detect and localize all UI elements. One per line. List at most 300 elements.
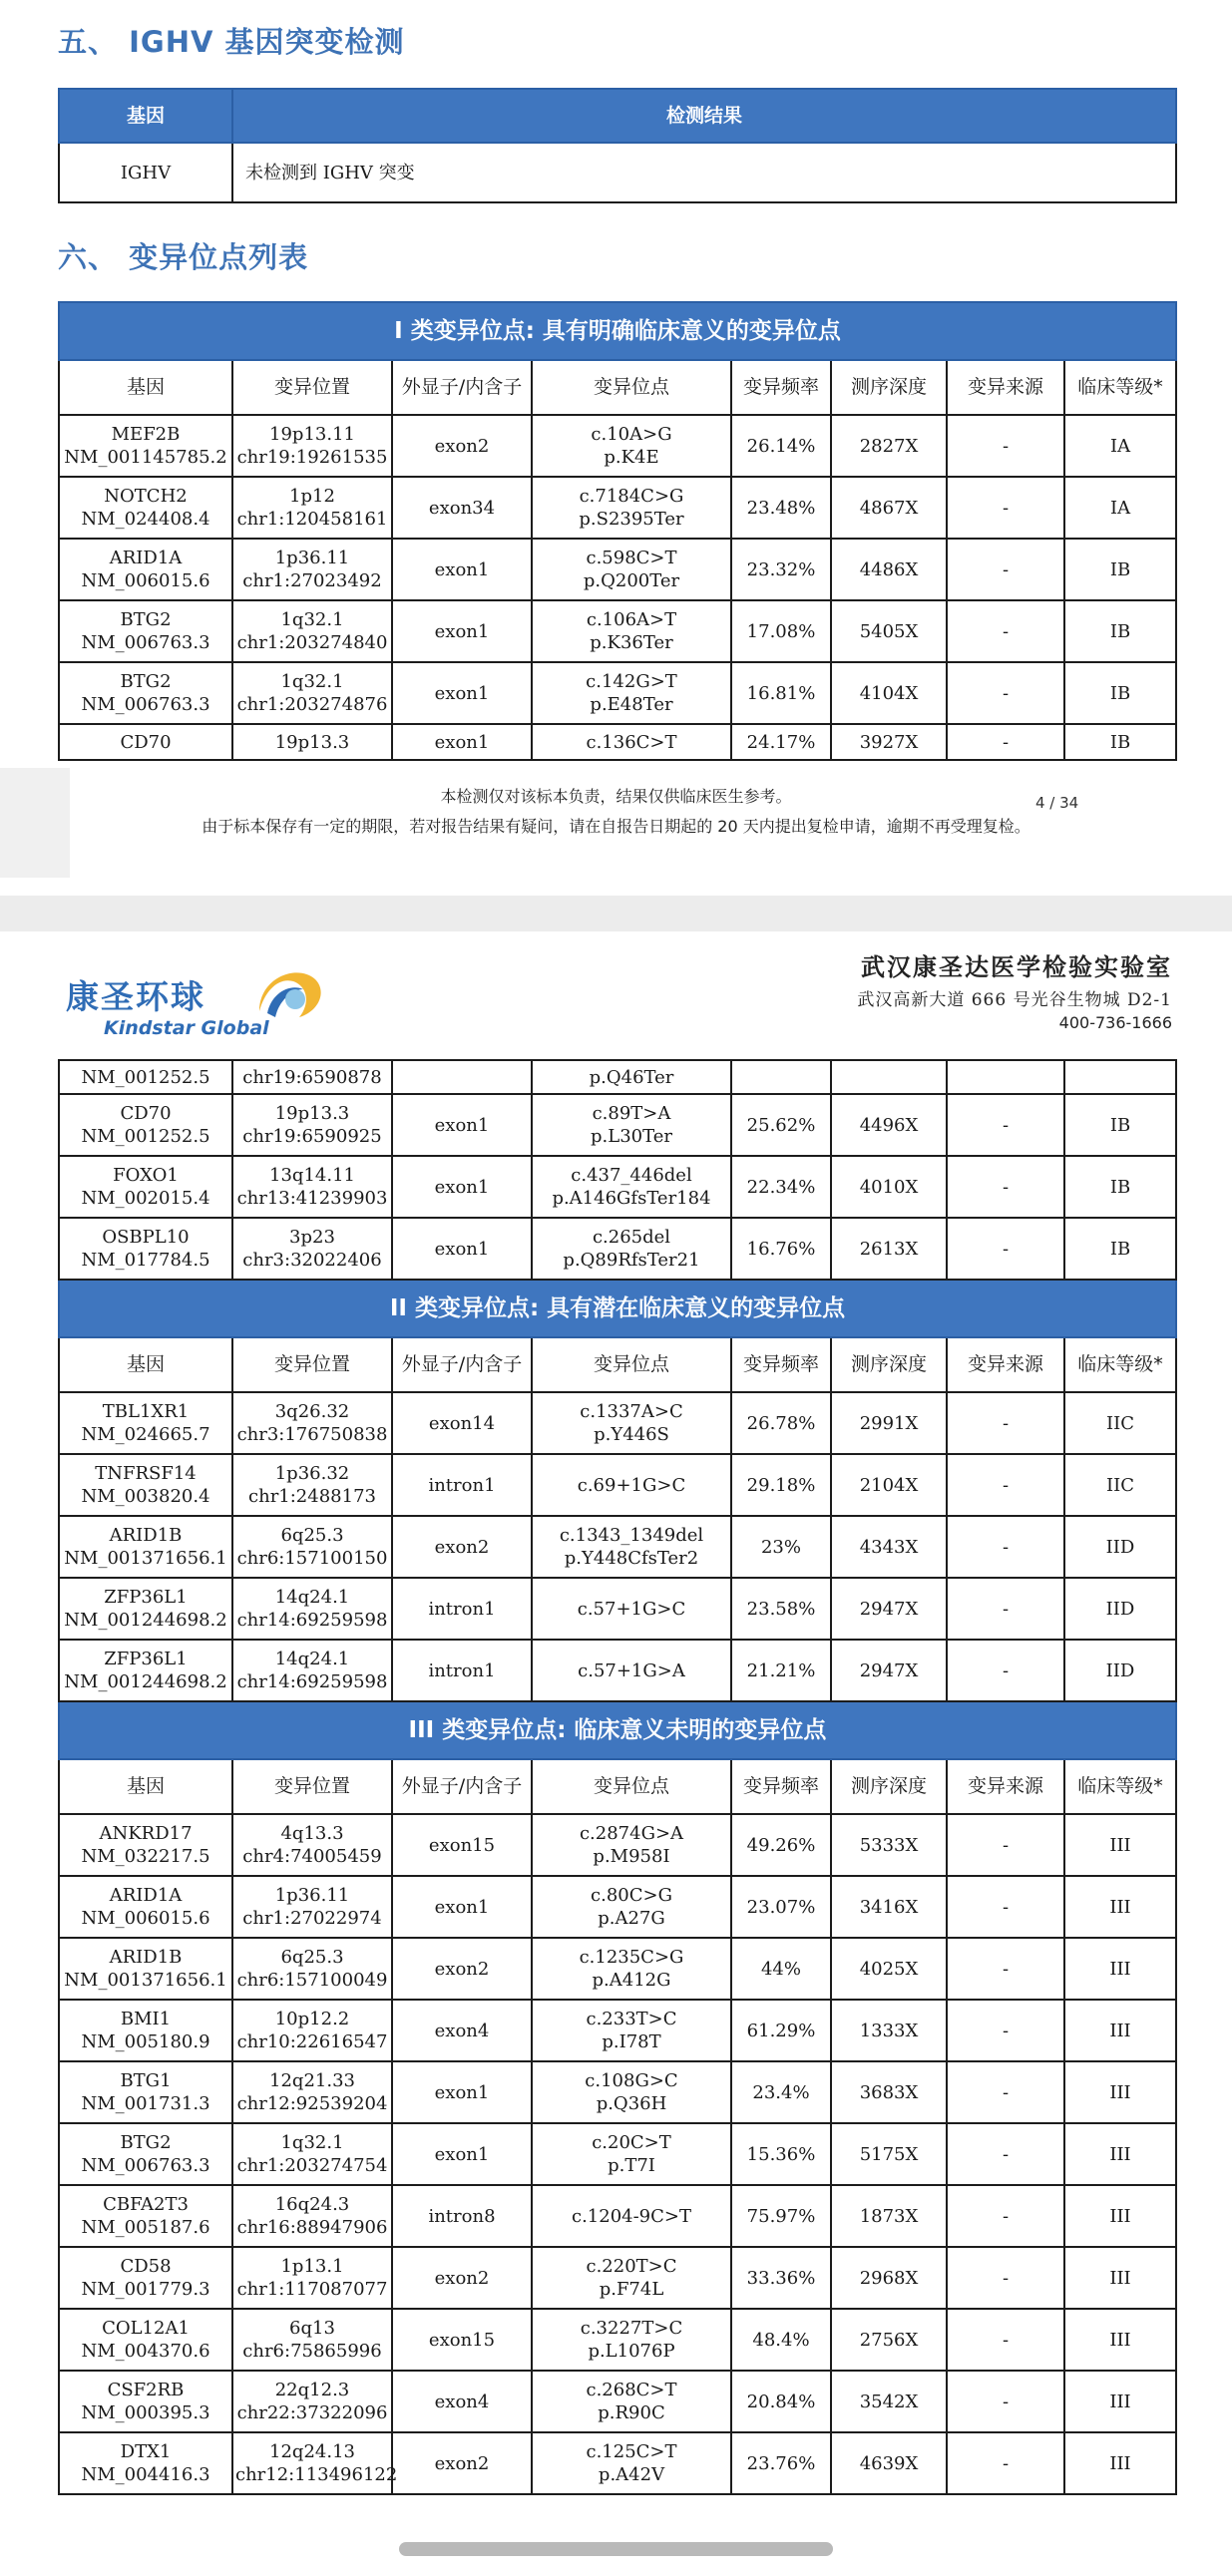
class2-cell-location	[232, 1516, 392, 1578]
class3-cell-gene-line-2: NM_006015.6	[81, 1908, 210, 1929]
class1-cont-row	[59, 1156, 1176, 1218]
class2-cell-variant-line-1: c.69+1G>C	[577, 1474, 686, 1496]
class3-cell-exon-intron: intron8	[392, 2185, 532, 2247]
class3-cell-variant	[532, 2185, 731, 2247]
ighv-header-result: 检测结果	[232, 89, 1176, 143]
class1-cell-variant-line-1: c.7184C>G	[579, 486, 684, 507]
column-header-frequency: 变异频率	[731, 1759, 831, 1814]
class3-cell-frequency: 61.29%	[731, 2000, 831, 2061]
class2-cell-frequency: 23.58%	[731, 1578, 831, 1640]
class3-row	[59, 1814, 1176, 1876]
class3-cell-variant-line-2: p.A42V	[598, 2464, 665, 2485]
class1-cell-variant-line-2: p.E48Ter	[590, 694, 673, 715]
class1-cell-variant-line-1: c.106A>T	[586, 609, 677, 630]
class1-cell-gene-line-1: BTG2	[120, 671, 172, 692]
class2-row	[59, 1392, 1176, 1454]
class2-cell-location-line-2: chr14:69259598	[236, 1610, 388, 1631]
class1-cell-gene	[59, 539, 232, 600]
class3-cell-frequency: 44%	[731, 1938, 831, 2000]
class3-cell-clinical-level: III	[1064, 2185, 1176, 2247]
class3-cell-exon-intron: exon15	[392, 2309, 532, 2371]
class3-cell-variant	[532, 2123, 731, 2185]
class3-cell-depth: 3542X	[831, 2371, 947, 2432]
class1-cont-cell-clinical-level: IB	[1064, 1156, 1176, 1218]
class1-cont-cell-depth: 2613X	[831, 1218, 947, 1280]
class3-cell-gene	[59, 2309, 232, 2371]
class3-cell-depth: 4025X	[831, 1938, 947, 2000]
class2-cell-depth: 2947X	[831, 1640, 947, 1701]
class2-cell-clinical-level: IID	[1064, 1516, 1176, 1578]
class2-cell-variant-line-1: c.1343_1349del	[559, 1525, 704, 1546]
class1-cont-cell-frequency	[731, 1060, 831, 1094]
class1-cell-origin: -	[947, 724, 1064, 760]
class1-cell-gene	[59, 477, 232, 539]
class1-cont-cell-clinical-level: IB	[1064, 1218, 1176, 1280]
class3-cell-variant	[532, 1814, 731, 1876]
class3-cell-gene	[59, 2185, 232, 2247]
class2-row	[59, 1578, 1176, 1640]
class3-cell-exon-intron: exon15	[392, 1814, 532, 1876]
class1-cell-gene-line-2: NM_006015.6	[81, 570, 210, 591]
class3-cell-variant-line-1: c.268C>T	[586, 2380, 677, 2400]
class2-cell-exon-intron: intron1	[392, 1640, 532, 1701]
class3-cell-variant-line-1: c.220T>C	[586, 2256, 677, 2277]
class2-cell-exon-intron: intron1	[392, 1578, 532, 1640]
report-page-4	[0, 0, 1232, 896]
class3-cell-variant-line-2: p.M958I	[593, 1846, 670, 1867]
class3-cell-location-line-1: 12q21.33	[269, 2070, 355, 2091]
class3-row	[59, 1938, 1176, 2000]
class1-cell-gene	[59, 600, 232, 662]
logo-english-text: Kindstar Global	[104, 1017, 269, 1039]
class3-cell-gene-line-1: ANKRD17	[99, 1823, 193, 1844]
class3-cell-gene-line-2: NM_001779.3	[81, 2279, 210, 2300]
class1-cell-gene-line-1: CD70	[120, 731, 172, 753]
class1-cell-location	[232, 724, 392, 760]
column-header-variant: 变异位点	[532, 1759, 731, 1814]
class2-cell-location	[232, 1578, 392, 1640]
class1-cell-depth: 4486X	[831, 539, 947, 600]
class1-cell-location-line-1: 1p36.11	[274, 548, 350, 568]
class3-row	[59, 2185, 1176, 2247]
class2-cell-location	[232, 1392, 392, 1454]
class1-cont-cell-gene	[59, 1094, 232, 1156]
class1-cell-gene-line-2: NM_001145785.2	[64, 447, 227, 468]
column-header-depth: 测序深度	[831, 360, 947, 415]
class1-cont-cell-gene-line-2: NM_001252.5	[81, 1126, 210, 1147]
class3-cell-clinical-level: III	[1064, 2000, 1176, 2061]
class3-cell-gene-line-2: NM_001371656.1	[64, 1970, 227, 1991]
class2-cell-origin: -	[947, 1578, 1064, 1640]
class1-cont-cell-gene-line-2: NM_002015.4	[81, 1188, 210, 1209]
column-header-gene: 基因	[59, 1337, 232, 1392]
class2-cell-variant-line-1: c.57+1G>A	[578, 1659, 685, 1681]
class1-cell-gene-line-1: BTG2	[120, 609, 172, 630]
class3-cell-gene	[59, 1876, 232, 1938]
class1-cell-location	[232, 662, 392, 724]
class1-cell-location-line-1: 19p13.3	[274, 731, 350, 753]
class3-cell-frequency: 23.07%	[731, 1876, 831, 1938]
class3-cell-location	[232, 2309, 392, 2371]
class3-cell-variant-line-1: c.80C>G	[591, 1885, 672, 1906]
class2-cell-location-line-1: 14q24.1	[274, 1649, 350, 1669]
class1-cell-location-line-2: chr1:203274876	[236, 694, 388, 715]
class3-cell-depth: 3416X	[831, 1876, 947, 1938]
ighv-gene-cell: IGHV	[59, 143, 232, 202]
class1-cell-location-line-2: chr1:203274840	[236, 632, 388, 653]
class3-cell-gene	[59, 2061, 232, 2123]
class1-cont-cell-variant	[532, 1060, 731, 1094]
class1-cont-cell-location	[232, 1094, 392, 1156]
class3-cell-location	[232, 2185, 392, 2247]
class2-cell-variant-line-2: p.Y446S	[594, 1424, 669, 1445]
class1-cont-cell-location	[232, 1060, 392, 1094]
class3-cell-gene-line-1: ARID1A	[109, 1885, 183, 1906]
class1-variant-table	[58, 301, 1177, 761]
column-header-location: 变异位置	[232, 1337, 392, 1392]
class3-cell-gene	[59, 1814, 232, 1876]
class3-cell-gene-line-1: BMI1	[120, 2009, 172, 2029]
class3-cell-variant	[532, 2371, 731, 2432]
class3-cell-exon-intron: exon2	[392, 2432, 532, 2494]
class3-cell-variant-line-1: c.233T>C	[586, 2009, 677, 2029]
class3-cell-location-line-1: 1q32.1	[280, 2132, 344, 2153]
class1-cell-exon-intron: exon1	[392, 662, 532, 724]
class1-cell-frequency: 23.48%	[731, 477, 831, 539]
class2-cell-depth: 2104X	[831, 1454, 947, 1516]
class1-cell-location-line-1: 1q32.1	[280, 671, 344, 692]
class3-cell-gene	[59, 2123, 232, 2185]
class2-cell-gene-line-1: TBL1XR1	[102, 1401, 190, 1422]
class1-cont-cell-origin: -	[947, 1156, 1064, 1218]
class3-cell-gene-line-1: DTX1	[120, 2441, 172, 2462]
class3-cell-frequency: 48.4%	[731, 2309, 831, 2371]
class3-cell-variant	[532, 2432, 731, 2494]
class3-cell-location	[232, 1876, 392, 1938]
class3-cell-gene-line-1: BTG1	[120, 2070, 172, 2091]
class2-banner: II 类变异位点: 具有潜在临床意义的变异位点	[59, 1280, 1176, 1337]
class1-cell-variant	[532, 477, 731, 539]
class3-column-header-row	[59, 1759, 1176, 1814]
class1-cell-clinical-level: IB	[1064, 539, 1176, 600]
footer-disclaimer: 本检测仅对该标本负责，结果仅供临床医生参考。	[440, 787, 792, 806]
class1-cont-cell-depth: 4496X	[831, 1094, 947, 1156]
class1-cell-origin: -	[947, 477, 1064, 539]
class3-cell-gene-line-1: CBFA2T3	[103, 2194, 189, 2215]
class3-cell-gene-line-1: BTG2	[120, 2132, 172, 2153]
class1-cont-cell-gene-line-2: NM_017784.5	[81, 1250, 210, 1271]
column-header-origin: 变异来源	[947, 360, 1064, 415]
class1-cont-cell-variant	[532, 1094, 731, 1156]
class1-cell-frequency: 23.32%	[731, 539, 831, 600]
class3-cell-location	[232, 2000, 392, 2061]
class2-cell-gene-line-2: NM_003820.4	[81, 1486, 210, 1507]
class1-row	[59, 724, 1176, 760]
class3-cell-gene-line-1: CD58	[120, 2256, 172, 2277]
class1-cell-origin: -	[947, 415, 1064, 477]
class2-cell-depth: 2947X	[831, 1578, 947, 1640]
class1-banner: I 类变异位点: 具有明确临床意义的变异位点	[59, 302, 1176, 360]
class1-cont-cell-variant-line-2: p.A146GfsTer184	[552, 1188, 711, 1209]
class3-row	[59, 1876, 1176, 1938]
page-separator	[0, 896, 1232, 931]
home-indicator-bar[interactable]	[399, 2542, 833, 2556]
class1-cont-cell-variant-line-2: p.Q89RfsTer21	[563, 1250, 700, 1271]
logo-swoosh-icon	[249, 959, 329, 1029]
class1-cont-cell-clinical-level: IB	[1064, 1094, 1176, 1156]
class1-table-body	[59, 302, 1176, 760]
class3-cell-variant-line-2: p.I78T	[602, 2031, 661, 2052]
class2-cell-gene-line-2: NM_001244698.2	[64, 1610, 227, 1631]
class2-cell-depth: 4343X	[831, 1516, 947, 1578]
class3-cell-clinical-level: III	[1064, 2432, 1176, 2494]
class3-cell-gene	[59, 2000, 232, 2061]
class1-cell-gene-line-2: NM_006763.3	[81, 694, 210, 715]
page-number: 4 / 34	[1035, 794, 1079, 812]
column-header-gene: 基因	[59, 1759, 232, 1814]
class1-cont-cell-exon-intron: exon1	[392, 1218, 532, 1280]
class2-cell-clinical-level: IID	[1064, 1578, 1176, 1640]
class1-cell-gene-line-1: NOTCH2	[104, 486, 188, 507]
class1-cell-variant	[532, 662, 731, 724]
class3-banner: III 类变异位点: 临床意义未明的变异位点	[59, 1701, 1176, 1759]
class3-cell-location-line-2: chr1:117087077	[236, 2279, 388, 2300]
class3-row	[59, 2247, 1176, 2309]
class3-cell-frequency: 23.76%	[731, 2432, 831, 2494]
class3-cell-variant	[532, 2309, 731, 2371]
class3-cell-gene	[59, 2432, 232, 2494]
class1-cell-gene-line-2: NM_006763.3	[81, 632, 210, 653]
class1-cont-cell-location-line-1: 13q14.11	[269, 1165, 355, 1186]
class3-cell-location-line-1: 22q12.3	[274, 2380, 350, 2400]
class3-cell-variant-line-1: c.3227T>C	[580, 2318, 683, 2339]
class1-row	[59, 662, 1176, 724]
class3-cell-origin: -	[947, 2247, 1064, 2309]
class3-cell-origin: -	[947, 1876, 1064, 1938]
class3-cell-location-line-2: chr6:75865996	[242, 2341, 382, 2362]
class2-row	[59, 1516, 1176, 1578]
class3-cell-variant-line-1: c.20C>T	[592, 2132, 671, 2153]
class1-cont-cell-origin: -	[947, 1094, 1064, 1156]
class1-cell-variant-line-2: p.K4E	[604, 447, 659, 468]
class3-cell-depth: 1333X	[831, 2000, 947, 2061]
class2-cell-variant-line-1: c.1337A>C	[580, 1401, 683, 1422]
class1-cont-row	[59, 1218, 1176, 1280]
logo-chinese-text: 康圣环球	[66, 977, 205, 1016]
class3-cell-location-line-1: 10p12.2	[274, 2009, 350, 2029]
class2-cell-variant-line-1: c.57+1G>C	[577, 1598, 686, 1620]
column-header-origin: 变异来源	[947, 1337, 1064, 1392]
class3-cell-variant-line-1: c.1204-9C>T	[571, 2205, 691, 2227]
class3-row	[59, 2123, 1176, 2185]
class3-cell-depth: 5333X	[831, 1814, 947, 1876]
ighv-header-gene: 基因	[59, 89, 232, 143]
class3-cell-variant-line-1: c.1235C>G	[579, 1947, 684, 1968]
class1-cell-depth: 4867X	[831, 477, 947, 539]
class2-cell-variant	[532, 1640, 731, 1701]
class3-cell-depth: 3683X	[831, 2061, 947, 2123]
class2-cell-frequency: 21.21%	[731, 1640, 831, 1701]
class3-row	[59, 2061, 1176, 2123]
class1-cell-gene	[59, 415, 232, 477]
class1-cell-variant	[532, 600, 731, 662]
class1-cont-cell-origin	[947, 1060, 1064, 1094]
class1-cont-cell-variant	[532, 1218, 731, 1280]
column-header-frequency: 变异频率	[731, 360, 831, 415]
class3-cell-variant-line-2: p.A412G	[592, 1970, 671, 1991]
class3-cell-variant-line-2: p.R90C	[598, 2402, 665, 2423]
class2-cell-gene	[59, 1392, 232, 1454]
class3-cell-origin: -	[947, 2000, 1064, 2061]
class3-cell-gene-line-1: COL12A1	[102, 2318, 190, 2339]
class2-cell-frequency: 26.78%	[731, 1392, 831, 1454]
column-header-origin: 变异来源	[947, 1759, 1064, 1814]
ighv-table	[58, 88, 1177, 203]
class3-cell-location-line-2: chr6:157100049	[236, 1970, 388, 1991]
class2-cell-clinical-level: IIC	[1064, 1392, 1176, 1454]
class1-cell-location-line-2: chr19:19261535	[236, 447, 388, 468]
class2-cell-exon-intron: exon14	[392, 1392, 532, 1454]
class2-cell-location-line-2: chr14:69259598	[236, 1671, 388, 1692]
class1-cell-variant	[532, 415, 731, 477]
class1-cell-location-line-1: 1q32.1	[280, 609, 344, 630]
class1-cell-location	[232, 539, 392, 600]
class2-banner-row	[59, 1280, 1176, 1337]
variant-table-continued-body	[59, 1060, 1176, 2494]
class3-cell-depth: 5175X	[831, 2123, 947, 2185]
column-header-clinical-level: 临床等级*	[1064, 360, 1176, 415]
class3-cell-variant-line-2: p.F74L	[599, 2279, 664, 2300]
class3-row	[59, 2371, 1176, 2432]
class1-cell-location	[232, 600, 392, 662]
class2-cell-clinical-level: IID	[1064, 1640, 1176, 1701]
ighv-section-title: 五、 IGHV 基因突变检测	[58, 25, 405, 59]
class3-cell-location-line-2: chr16:88947906	[236, 2217, 388, 2238]
class3-cell-location-line-2: chr1:27022974	[242, 1908, 382, 1929]
class1-cont-cell-exon-intron: exon1	[392, 1156, 532, 1218]
class1-cont-cell-location	[232, 1156, 392, 1218]
column-header-gene: 基因	[59, 360, 232, 415]
column-header-depth: 测序深度	[831, 1337, 947, 1392]
class2-cell-gene-line-1: TNFRSF14	[95, 1463, 197, 1484]
class3-cell-location-line-2: chr22:37322096	[236, 2402, 388, 2423]
class1-row	[59, 600, 1176, 662]
blurred-watermark	[0, 768, 70, 878]
class3-cell-gene-line-2: NM_004370.6	[81, 2341, 210, 2362]
lab-phone: 400-736-1666	[1058, 1013, 1172, 1032]
class2-cell-location-line-1: 6q25.3	[280, 1525, 344, 1546]
class3-cell-location-line-1: 6q13	[289, 2318, 335, 2339]
class1-cont-cell-gene	[59, 1156, 232, 1218]
class2-cell-origin: -	[947, 1640, 1064, 1701]
class1-cont-cell-frequency: 16.76%	[731, 1218, 831, 1280]
class3-cell-clinical-level: III	[1064, 2371, 1176, 2432]
class3-cell-location	[232, 2061, 392, 2123]
column-header-location: 变异位置	[232, 360, 392, 415]
class2-cell-frequency: 23%	[731, 1516, 831, 1578]
class2-cell-gene-line-2: NM_001244698.2	[64, 1671, 227, 1692]
class1-cell-location	[232, 415, 392, 477]
column-header-exon-intron: 外显子/内含子	[392, 1337, 532, 1392]
class1-cell-origin: -	[947, 539, 1064, 600]
class3-cell-depth: 1873X	[831, 2185, 947, 2247]
class1-cont-cell-variant-line-1: c.437_446del	[571, 1165, 692, 1186]
class1-cont-cell-location-line-2: chr13:41239903	[236, 1188, 388, 1209]
class1-cell-gene-line-1: ARID1A	[109, 548, 183, 568]
class2-cell-variant	[532, 1454, 731, 1516]
class1-cell-clinical-level: IB	[1064, 662, 1176, 724]
class1-cell-clinical-level: IB	[1064, 724, 1176, 760]
class1-cont-cell-location-line-1: 19p13.3	[274, 1103, 350, 1124]
class3-cell-location-line-2: chr10:22616547	[236, 2031, 388, 2052]
class3-cell-location-line-1: 1p13.1	[280, 2256, 344, 2277]
class1-cont-cell-location-line-2: chr3:32022406	[242, 1250, 382, 1271]
class3-cell-location	[232, 1938, 392, 2000]
class2-cell-location-line-2: chr1:2488173	[248, 1486, 376, 1507]
class1-cont-cell-clinical-level	[1064, 1060, 1176, 1094]
class3-cell-origin: -	[947, 2371, 1064, 2432]
class3-cell-frequency: 23.4%	[731, 2061, 831, 2123]
class3-cell-exon-intron: exon1	[392, 1876, 532, 1938]
class1-cell-variant-line-2: p.Q200Ter	[583, 570, 680, 591]
class3-cell-origin: -	[947, 2309, 1064, 2371]
class3-cell-clinical-level: III	[1064, 1814, 1176, 1876]
class1-cell-location-line-2: chr1:27023492	[242, 570, 382, 591]
class3-cell-frequency: 49.26%	[731, 1814, 831, 1876]
class1-cell-frequency: 24.17%	[731, 724, 831, 760]
kindstar-logo	[62, 961, 291, 1041]
class1-cont-cell-gene-line-1: FOXO1	[113, 1165, 179, 1186]
class2-cell-gene-line-1: ZFP36L1	[104, 1587, 188, 1608]
class1-cell-origin: -	[947, 600, 1064, 662]
class1-cont-cell-gene-line-1: NM_001252.5	[81, 1066, 210, 1088]
lab-name: 武汉康圣达医学检验实验室	[861, 952, 1172, 981]
class1-cell-variant-line-1: c.598C>T	[586, 548, 677, 568]
column-header-depth: 测序深度	[831, 1759, 947, 1814]
class1-cont-row	[59, 1060, 1176, 1094]
class1-cont-cell-origin: -	[947, 1218, 1064, 1280]
class2-cell-location-line-1: 3q26.32	[274, 1401, 350, 1422]
class3-cell-depth: 2756X	[831, 2309, 947, 2371]
class3-cell-location	[232, 2123, 392, 2185]
class3-cell-gene-line-2: NM_004416.3	[81, 2464, 210, 2485]
column-header-frequency: 变异频率	[731, 1337, 831, 1392]
class1-row	[59, 415, 1176, 477]
column-header-clinical-level: 临床等级*	[1064, 1759, 1176, 1814]
class2-cell-gene	[59, 1516, 232, 1578]
class2-cell-location-line-1: 14q24.1	[274, 1587, 350, 1608]
class3-cell-origin: -	[947, 2123, 1064, 2185]
class1-cont-cell-depth	[831, 1060, 947, 1094]
class2-cell-variant	[532, 1392, 731, 1454]
class1-cont-cell-variant-line-2: p.L30Ter	[591, 1126, 672, 1147]
class3-cell-location-line-1: 1p36.11	[274, 1885, 350, 1906]
class3-cell-variant-line-2: p.T7I	[608, 2155, 655, 2176]
class1-cell-variant	[532, 724, 731, 760]
class2-cell-location-line-2: chr6:157100150	[236, 1548, 388, 1569]
class1-cell-frequency: 16.81%	[731, 662, 831, 724]
class3-cell-location	[232, 2432, 398, 2494]
class2-cell-location-line-2: chr3:176750838	[236, 1424, 388, 1445]
class1-cont-cell-location-line-2: chr19:6590925	[242, 1126, 382, 1147]
class2-cell-origin: -	[947, 1392, 1064, 1454]
column-header-variant: 变异位点	[532, 360, 731, 415]
class1-cont-cell-gene	[59, 1060, 232, 1094]
class2-cell-gene-line-2: NM_001371656.1	[64, 1548, 227, 1569]
class3-cell-location-line-1: 16q24.3	[274, 2194, 350, 2215]
class3-cell-gene	[59, 1938, 232, 2000]
class3-cell-depth: 2968X	[831, 2247, 947, 2309]
